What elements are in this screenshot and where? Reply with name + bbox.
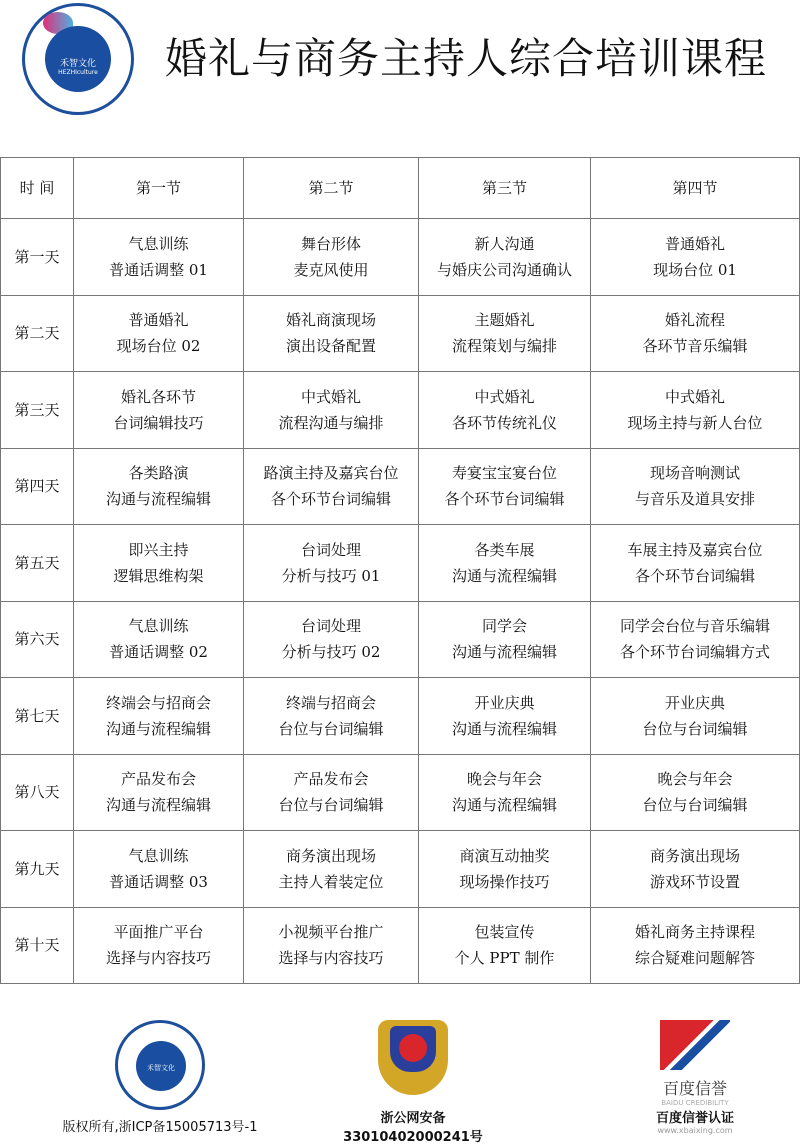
column-header: 时 间 — [1, 158, 74, 219]
course-line: 开业庆典 — [664, 693, 725, 712]
footer-logo: 禾智文化 — [115, 1020, 205, 1110]
course-line: 普通话调整 01 — [109, 260, 208, 279]
day-cell: 第十天 — [1, 907, 74, 984]
table-row — [1, 831, 800, 908]
course-table — [0, 157, 800, 984]
course-line: 台词编辑技巧 — [113, 413, 204, 432]
course-line: 包装宣传 — [474, 923, 535, 942]
course-cell — [419, 448, 591, 525]
course-line: 中式婚礼 — [664, 387, 725, 406]
course-line: 中式婚礼 — [300, 387, 361, 406]
course-line: 开业庆典 — [474, 693, 535, 712]
day-cell: 第一天 — [1, 219, 74, 296]
table-row — [1, 219, 800, 296]
course-cell — [74, 601, 244, 678]
course-line: 分析与技巧 01 — [281, 566, 381, 585]
course-line: 小视频平台推广 — [278, 923, 384, 942]
course-line: 台位与台词编辑 — [278, 796, 384, 815]
course-line: 现场台位 02 — [116, 337, 201, 356]
course-line: 普通婚礼 — [128, 311, 189, 330]
course-line: 商演互动抽奖 — [459, 846, 550, 865]
table-row — [1, 372, 800, 449]
course-cell — [591, 372, 800, 449]
course-line: 气息训练 — [128, 617, 189, 636]
footer-police[interactable]: 浙公网安备 33010402000241号 — [318, 1020, 508, 1145]
course-cell — [591, 907, 800, 984]
course-line: 台位与台词编辑 — [642, 719, 748, 738]
page-title: 婚礼与商务主持人综合培训课程 — [165, 34, 768, 83]
column-header: 第四节 — [591, 158, 800, 219]
course-cell — [74, 678, 244, 755]
course-cell — [244, 219, 419, 296]
course-line: 寿宴宝宝宴台位 — [451, 464, 557, 483]
course-cell — [419, 907, 591, 984]
course-line: 逻辑思维构架 — [113, 566, 204, 585]
course-line: 与婚庆公司沟通确认 — [436, 260, 572, 279]
course-cell — [419, 525, 591, 602]
day-cell: 第四天 — [1, 448, 74, 525]
course-line: 婚礼商演现场 — [285, 311, 376, 330]
course-line: 普通话调整 03 — [109, 872, 208, 891]
course-line: 各个环节台词编辑 — [634, 566, 755, 585]
day-cell: 第七天 — [1, 678, 74, 755]
course-cell — [244, 601, 419, 678]
course-line: 台位与台词编辑 — [642, 796, 748, 815]
course-line: 分析与技巧 02 — [281, 643, 381, 662]
course-cell — [244, 448, 419, 525]
course-line: 各环节传统礼仪 — [451, 413, 557, 432]
course-line: 各环节音乐编辑 — [642, 337, 748, 356]
course-line: 终端与招商会 — [285, 693, 376, 712]
footer-baidu[interactable]: 百度信誉 BAIDU CREDIBILITY 百度信誉认证 www.xbaixing.com — [640, 1020, 750, 1135]
day-cell: 第三天 — [1, 372, 74, 449]
table-row — [1, 754, 800, 831]
course-line: 综合疑难问题解答 — [634, 949, 755, 968]
course-line: 即兴主持 — [128, 540, 189, 559]
course-line: 婚礼各环节 — [120, 387, 196, 406]
course-line: 商务演出现场 — [285, 846, 376, 865]
course-cell — [419, 372, 591, 449]
course-cell — [419, 295, 591, 372]
course-line: 沟通与流程编辑 — [451, 796, 557, 815]
column-header: 第三节 — [419, 158, 591, 219]
watermark: www.xbaixing.com — [657, 1126, 733, 1135]
table-row — [1, 295, 800, 372]
course-line: 终端会与招商会 — [105, 693, 211, 712]
course-cell — [591, 601, 800, 678]
course-cell — [74, 831, 244, 908]
course-line: 各个环节台词编辑 — [444, 490, 565, 509]
course-cell — [419, 831, 591, 908]
course-line: 各类车展 — [474, 540, 535, 559]
course-line: 流程沟通与编排 — [278, 413, 384, 432]
course-line: 沟通与流程编辑 — [105, 796, 211, 815]
course-cell — [244, 678, 419, 755]
course-line: 沟通与流程编辑 — [105, 490, 211, 509]
course-cell — [244, 525, 419, 602]
course-line: 台词处理 — [300, 540, 361, 559]
table-row — [1, 601, 800, 678]
course-line: 中式婚礼 — [474, 387, 535, 406]
course-line: 同学会台位与音乐编辑 — [619, 617, 770, 636]
course-line: 游戏环节设置 — [649, 872, 740, 891]
course-cell — [74, 525, 244, 602]
day-cell: 第二天 — [1, 295, 74, 372]
course-cell — [244, 372, 419, 449]
course-cell — [244, 907, 419, 984]
course-line: 产品发布会 — [293, 770, 369, 789]
footer-copyright: 禾智文化 版权所有,浙ICP备15005713号-1 — [55, 1020, 265, 1135]
course-line: 个人 PPT 制作 — [454, 949, 555, 968]
course-line: 沟通与流程编辑 — [451, 643, 557, 662]
course-cell — [419, 754, 591, 831]
course-line: 普通婚礼 — [664, 234, 725, 253]
course-line: 晚会与年会 — [657, 770, 733, 789]
column-header: 第二节 — [244, 158, 419, 219]
logo-text: 禾智文化 — [59, 59, 96, 69]
course-cell — [74, 448, 244, 525]
course-cell — [591, 295, 800, 372]
baidu-logo-text: 百度信誉 BAIDU CREDIBILITY — [661, 1079, 729, 1107]
course-line: 麦克风使用 — [293, 260, 369, 279]
table-row — [1, 678, 800, 755]
course-line: 同学会 — [481, 617, 527, 636]
course-cell — [591, 754, 800, 831]
course-cell — [74, 219, 244, 296]
table-row — [1, 448, 800, 525]
course-line: 车展主持及嘉宾台位 — [627, 540, 763, 559]
course-line: 婚礼流程 — [664, 311, 725, 330]
course-line: 与音乐及道具安排 — [634, 490, 755, 509]
course-line: 台词处理 — [300, 617, 361, 636]
course-line: 主题婚礼 — [474, 311, 535, 330]
course-line: 现场主持与新人台位 — [627, 413, 763, 432]
course-cell — [74, 372, 244, 449]
course-cell — [74, 295, 244, 372]
course-cell — [591, 219, 800, 296]
table-row — [1, 907, 800, 984]
course-line: 新人沟通 — [474, 234, 535, 253]
police-badge-icon — [378, 1020, 448, 1095]
course-cell — [419, 678, 591, 755]
course-line: 产品发布会 — [120, 770, 196, 789]
company-logo — [22, 3, 134, 115]
course-line: 台位与台词编辑 — [278, 719, 384, 738]
course-cell — [244, 754, 419, 831]
course-line: 平面推广平台 — [113, 923, 204, 942]
day-cell: 第六天 — [1, 601, 74, 678]
day-cell: 第八天 — [1, 754, 74, 831]
course-line: 气息训练 — [128, 846, 189, 865]
course-line: 商务演出现场 — [649, 846, 740, 865]
course-line: 各个环节台词编辑方式 — [619, 643, 770, 662]
column-header: 第一节 — [74, 158, 244, 219]
course-line: 沟通与流程编辑 — [451, 566, 557, 585]
course-cell — [591, 678, 800, 755]
course-line: 沟通与流程编辑 — [105, 719, 211, 738]
course-line: 现场音响测试 — [649, 464, 740, 483]
table-row — [1, 525, 800, 602]
course-cell — [419, 219, 591, 296]
course-line: 流程策划与编排 — [451, 337, 557, 356]
course-line: 现场台位 01 — [653, 260, 737, 279]
course-line: 婚礼商务主持课程 — [634, 923, 755, 942]
course-line: 气息训练 — [128, 234, 189, 253]
course-cell — [591, 448, 800, 525]
course-cell — [244, 295, 419, 372]
course-cell — [591, 831, 800, 908]
course-line: 舞台形体 — [300, 234, 361, 253]
course-cell — [74, 754, 244, 831]
baidu-v-icon — [660, 1020, 730, 1070]
logo-subtext: HEZHIculture — [58, 69, 98, 76]
course-cell — [74, 907, 244, 984]
course-line: 路演主持及嘉宾台位 — [263, 464, 399, 483]
course-line: 各个环节台词编辑 — [270, 490, 391, 509]
course-line: 现场操作技巧 — [459, 872, 550, 891]
course-line: 普通话调整 02 — [109, 643, 208, 662]
course-line: 选择与内容技巧 — [278, 949, 384, 968]
course-line: 沟通与流程编辑 — [451, 719, 557, 738]
day-cell: 第九天 — [1, 831, 74, 908]
day-cell: 第五天 — [1, 525, 74, 602]
course-line: 各类路演 — [128, 464, 189, 483]
course-line: 演出设备配置 — [285, 337, 376, 356]
course-cell — [591, 525, 800, 602]
course-cell — [244, 831, 419, 908]
course-line: 晚会与年会 — [466, 770, 542, 789]
course-line: 选择与内容技巧 — [105, 949, 211, 968]
course-line: 主持人着装定位 — [278, 872, 384, 891]
course-cell — [419, 601, 591, 678]
